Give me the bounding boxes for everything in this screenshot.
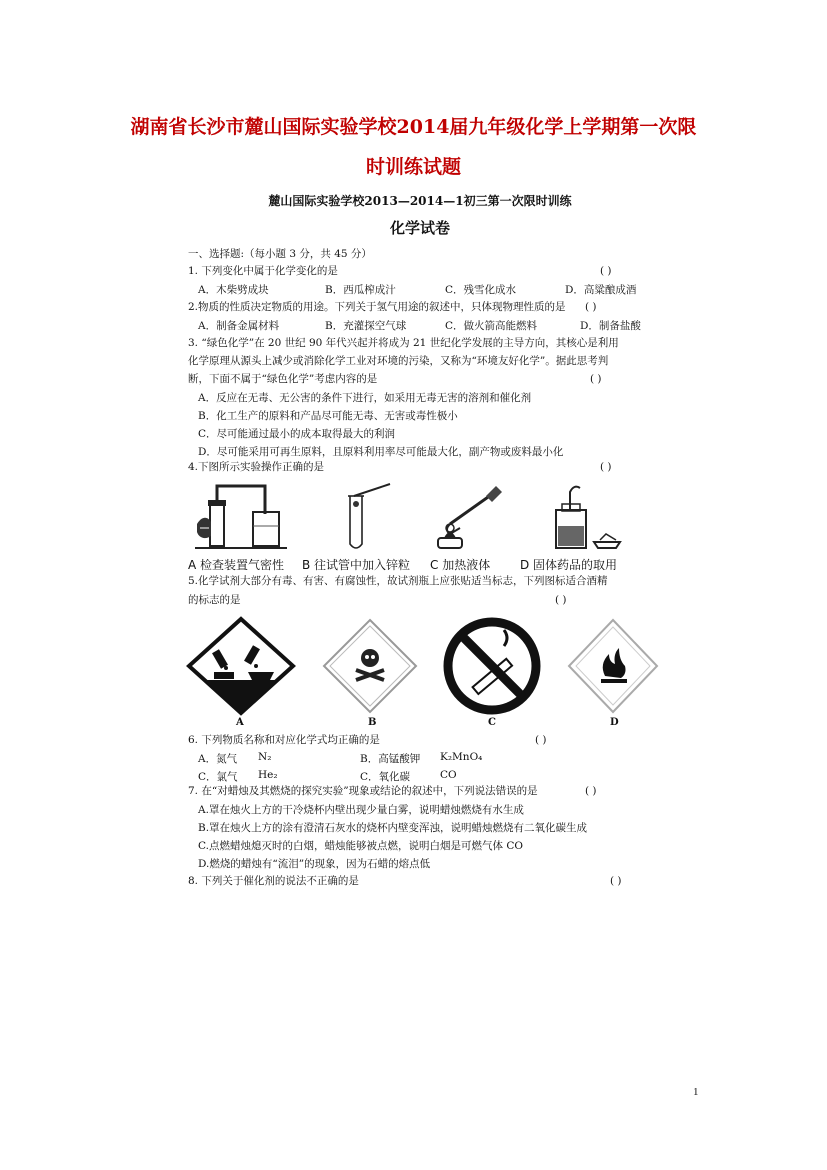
q1-option-a: A．木柴劈成块 bbox=[198, 284, 269, 296]
q7-option-d: D.燃烧的蜡烛有“流泪”的现象，因为石蜡的熔点低 bbox=[198, 858, 431, 870]
sign-a-corrosive bbox=[186, 616, 296, 716]
q3-option-d: D．尽可能采用可再生原料，且原料利用率尽可能最大化，副产物或废料最小化 bbox=[198, 446, 564, 458]
q3-option-b: B．化工生产的原料和产品尽可能无毒、无害或毒性极小 bbox=[198, 410, 458, 422]
q6-option-c-formula: He₂ bbox=[258, 769, 278, 781]
q1-option-b: B．西瓜榨成汁 bbox=[325, 284, 396, 296]
page-number: 1 bbox=[693, 1086, 699, 1098]
sign-b-letter: B bbox=[368, 717, 377, 728]
q1-option-c: C．残雪化成水 bbox=[445, 284, 517, 296]
q5-answer-paren: ( ) bbox=[555, 594, 567, 606]
q3-stem-line3: 断，下面不属于“绿色化学”考虑内容的是 bbox=[188, 373, 378, 385]
sign-a-letter: A bbox=[236, 717, 244, 728]
sign-b-toxic-skull-icon bbox=[320, 616, 420, 716]
document-title-line2: 时训练试题 bbox=[365, 156, 461, 178]
section-heading: 一、选择题:（每小题 3 分，共 45 分） bbox=[188, 248, 372, 260]
q2-answer-paren: ( ) bbox=[585, 301, 597, 313]
figure-d-caption: D 固体药品的取用 bbox=[520, 558, 618, 572]
q8-answer-paren: ( ) bbox=[610, 875, 622, 887]
q3-stem-line1: 3. “绿色化学”在 20 世纪 90 年代兴起并将成为 21 世纪化学发展的主导方向，其核心是利用 bbox=[188, 337, 619, 349]
q5-stem-line1: 5.化学试剂大部分有毒、有害、有腐蚀性，故试剂瓶上应张贴适当标志，下列图标适合酒精 bbox=[188, 575, 608, 587]
q7-answer-paren: ( ) bbox=[585, 785, 597, 797]
exam-header: 麓山国际实验学校2013—2014—1初三第一次限时训练 bbox=[268, 194, 572, 208]
q4-stem: 4.下图所示实验操作正确的是 bbox=[188, 461, 325, 473]
figure-b-test-tube-zinc bbox=[330, 482, 400, 554]
q1-stem: 1. 下列变化中属于化学变化的是 bbox=[188, 265, 338, 277]
q7-option-c: C.点燃蜡烛熄灭时的白烟，蜡烛能够被点燃，说明白烟是可燃气体 CO bbox=[198, 840, 523, 852]
q5-stem-line2: 的标志的是 bbox=[188, 594, 241, 606]
q3-option-c: C．尽可能通过最小的成本取得最大的利润 bbox=[198, 428, 396, 440]
q6-stem: 6. 下列物质名称和对应化学式均正确的是 bbox=[188, 734, 380, 746]
q7-option-b: B.罩在烛火上方的涂有澄清石灰水的烧杯内壁变浑浊，说明蜡烛燃烧有二氧化碳生成 bbox=[198, 822, 588, 834]
sign-d-flammable-icon bbox=[565, 616, 661, 716]
q6-answer-paren: ( ) bbox=[535, 734, 547, 746]
q8-stem: 8. 下列关于催化剂的说法不正确的是 bbox=[188, 875, 359, 887]
q6-option-d-label: C．氧化碳 bbox=[360, 771, 411, 783]
figure-a-caption: A 检查装置气密性 bbox=[188, 558, 285, 572]
q6-option-d-formula: CO bbox=[440, 769, 457, 781]
q2-stem: 2.物质的性质决定物质的用途。下列关于氢气用途的叙述中，只体现物理性质的是 bbox=[188, 301, 566, 313]
q6-option-a-label: A．氮气 bbox=[198, 753, 238, 765]
figure-d-solid-reagent bbox=[550, 482, 630, 554]
sign-c-letter: C bbox=[488, 717, 496, 728]
q3-answer-paren: ( ) bbox=[590, 373, 602, 385]
figure-c-heating-liquid bbox=[430, 484, 520, 554]
q4-answer-paren: ( ) bbox=[600, 461, 612, 473]
q2-option-a: A．制备金属材料 bbox=[198, 320, 280, 332]
q1-answer-paren: ( ) bbox=[600, 265, 612, 277]
sign-d-letter: D bbox=[610, 717, 619, 728]
q2-option-b: B．充灌探空气球 bbox=[325, 320, 407, 332]
q3-stem-line2: 化学原理从源头上减少或消除化学工业对环境的污染，又称为“环境友好化学”。据此思考判 bbox=[188, 355, 609, 367]
figure-b-caption: B 往试管中加入锌粒 bbox=[302, 558, 411, 572]
figure-c-caption: C 加热液体 bbox=[430, 558, 491, 572]
q6-option-c-label: C．氯气 bbox=[198, 771, 238, 783]
scanned-exam bbox=[180, 192, 660, 892]
q2-option-d: D．制备盐酸 bbox=[580, 320, 641, 332]
figure-a-airtightness-check bbox=[195, 484, 290, 554]
q6-option-b-formula: K₂MnO₄ bbox=[440, 751, 483, 763]
q7-stem: 7. 在“对蜡烛及其燃烧的探究实验”现象或结论的叙述中，下列说法错误的是 bbox=[188, 785, 538, 797]
q6-option-b-label: B．高锰酸钾 bbox=[360, 753, 421, 765]
q2-option-c: C．做火箭高能燃料 bbox=[445, 320, 538, 332]
q7-option-a: A.罩在烛火上方的干冷烧杯内壁出现少量白雾，说明蜡烛燃烧有水生成 bbox=[198, 804, 524, 816]
sign-c-no-smoking-icon bbox=[442, 616, 542, 716]
q6-option-a-formula: N₂ bbox=[258, 751, 272, 763]
exam-subheader: 化学试卷 bbox=[389, 219, 450, 237]
q3-option-a: A．反应在无毒、无公害的条件下进行，如采用无毒无害的溶剂和催化剂 bbox=[198, 392, 532, 404]
document-title-line1: 湖南省长沙市麓山国际实验学校2014届九年级化学上学期第一次限 bbox=[130, 116, 697, 138]
q1-option-d: D．高粱酿成酒 bbox=[565, 284, 637, 296]
